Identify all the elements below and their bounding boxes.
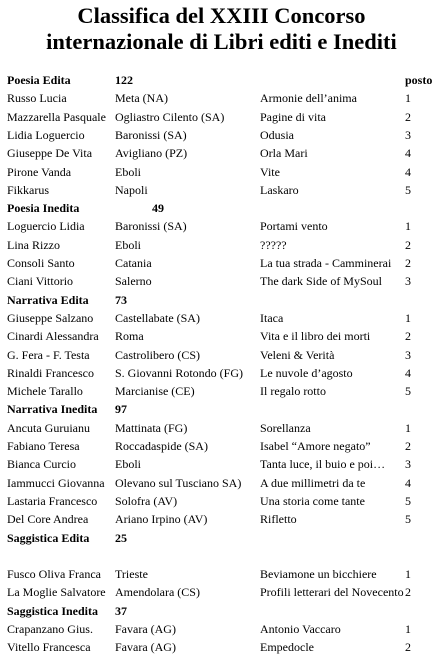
table-row bbox=[0, 364, 443, 382]
book-title: ????? bbox=[260, 237, 287, 252]
author-name: Loguercio Lidia bbox=[7, 219, 85, 234]
author-city: Ariano Irpino (AV) bbox=[115, 512, 208, 527]
rank-number: 5 bbox=[405, 512, 411, 527]
author-city: Eboli bbox=[115, 237, 141, 252]
section-count: 122 bbox=[115, 73, 133, 87]
book-title: Vita e il libro dei morti bbox=[260, 329, 371, 344]
table-row bbox=[0, 510, 443, 528]
author-name: Cinardi Alessandra bbox=[7, 329, 99, 344]
author-name: Rinaldi Francesco bbox=[7, 365, 94, 380]
rank-number: 2 bbox=[405, 329, 411, 344]
author-city: Catania bbox=[115, 256, 152, 270]
book-title: Tanta luce, il buio e poi… bbox=[260, 457, 386, 472]
rank-number: 3 bbox=[405, 347, 411, 362]
author-city: Solofra (AV) bbox=[115, 493, 178, 508]
rank-number: 1 bbox=[405, 567, 411, 582]
table-row bbox=[0, 217, 443, 235]
section-label: Narrativa Inedita bbox=[7, 402, 98, 417]
author-name: Giuseppe Salzano bbox=[7, 310, 94, 325]
book-title: Isabel “Amore negato” bbox=[260, 439, 371, 453]
rank-number: 4 bbox=[405, 365, 411, 380]
section-label: Poesia Edita bbox=[7, 73, 71, 87]
book-title: The dark Side of MySoul bbox=[260, 274, 382, 289]
section-count: 49 bbox=[152, 201, 164, 216]
author-city: Salerno bbox=[115, 274, 152, 289]
table-row bbox=[0, 492, 443, 510]
author-name: Ciani Vittorio bbox=[7, 274, 74, 289]
author-name: Del Core Andrea bbox=[7, 512, 89, 527]
author-name: Fusco Oliva Franca bbox=[7, 567, 101, 582]
rank-number: 1 bbox=[405, 310, 411, 325]
rank-number: 3 bbox=[405, 127, 411, 142]
author-name: Mazzarella Pasquale bbox=[7, 109, 106, 124]
book-title: Sorellanza bbox=[260, 420, 311, 435]
table-row bbox=[0, 272, 443, 290]
author-city: Marcianise (CE) bbox=[115, 384, 195, 399]
author-city: Roma bbox=[115, 329, 144, 344]
author-name: Michele Tarallo bbox=[7, 384, 83, 399]
author-name: Ancuta Guruianu bbox=[7, 420, 90, 435]
rank-number: 5 bbox=[405, 182, 411, 197]
book-title: Profili letterari del Novecento bbox=[260, 585, 404, 600]
author-name: La Moglie Salvatore bbox=[7, 585, 106, 600]
table-row bbox=[0, 254, 443, 272]
rank-number: 5 bbox=[405, 384, 411, 399]
section-count: 25 bbox=[115, 530, 127, 545]
book-title: Odusia bbox=[260, 127, 294, 142]
rank-number: 3 bbox=[405, 274, 411, 289]
section-header bbox=[0, 291, 443, 309]
table-row bbox=[0, 126, 443, 144]
rank-number: 4 bbox=[405, 164, 411, 179]
rank-number: 5 bbox=[405, 493, 411, 508]
section-count: 73 bbox=[115, 292, 127, 307]
rank-number: 1 bbox=[405, 420, 411, 435]
author-name: Consoli Santo bbox=[7, 256, 75, 270]
book-title: A due millimetri da te bbox=[260, 475, 366, 490]
book-title: Veleni & Verità bbox=[260, 347, 335, 362]
author-city: Trieste bbox=[115, 567, 148, 582]
section-count: 97 bbox=[115, 402, 127, 417]
author-name: Crapanzano Gius. bbox=[7, 622, 93, 636]
title-line-2: internazionale di Libri editi e Inediti bbox=[46, 29, 397, 54]
rank-number: 1 bbox=[405, 219, 411, 234]
author-city: Favara (AG) bbox=[115, 622, 176, 636]
rank-number: 2 bbox=[405, 256, 411, 270]
book-title: Orla Mari bbox=[260, 146, 308, 161]
table-row bbox=[0, 455, 443, 473]
author-name: Pirone Vanda bbox=[7, 164, 72, 179]
author-city: Eboli bbox=[115, 164, 141, 179]
table-row bbox=[0, 309, 443, 327]
author-city: Castellabate (SA) bbox=[115, 310, 200, 325]
author-name: Fikkarus bbox=[7, 182, 49, 197]
posto-label: posto bbox=[405, 73, 433, 87]
section-label: Poesia Inedita bbox=[7, 201, 80, 216]
rank-number: 1 bbox=[405, 91, 411, 106]
author-city: Amendolara (CS) bbox=[115, 585, 200, 600]
author-city: Favara (AG) bbox=[115, 640, 176, 655]
author-city: Eboli bbox=[115, 457, 141, 472]
rank-number: 2 bbox=[405, 237, 411, 252]
table-row bbox=[0, 638, 443, 656]
rank-number: 2 bbox=[405, 439, 411, 453]
book-title: Le nuvole d’agosto bbox=[260, 365, 353, 380]
author-name: Lidia Loguercio bbox=[7, 127, 85, 142]
page-title bbox=[0, 3, 443, 55]
section-header bbox=[0, 400, 443, 418]
section-header bbox=[0, 529, 443, 547]
author-name: Bianca Curcio bbox=[7, 457, 76, 472]
author-city: Ogliastro Cilento (SA) bbox=[115, 109, 225, 124]
section-label: Narrativa Edita bbox=[7, 292, 89, 307]
section-count: 37 bbox=[115, 603, 127, 618]
table-row bbox=[0, 419, 443, 437]
book-title: Empedocle bbox=[260, 640, 314, 655]
table-row bbox=[0, 437, 443, 455]
book-title: Vite bbox=[260, 164, 280, 179]
book-title: La tua strada - Camminerai bbox=[260, 256, 392, 270]
table-row bbox=[0, 547, 443, 565]
author-name: Vitello Francesca bbox=[7, 640, 91, 655]
book-title: Una storia come tante bbox=[260, 493, 365, 508]
author-city: Baronissi (SA) bbox=[115, 127, 187, 142]
author-city: Avigliano (PZ) bbox=[115, 146, 188, 161]
book-title: Itaca bbox=[260, 310, 284, 325]
author-name: Fabiano Teresa bbox=[7, 439, 80, 453]
author-city: S. Giovanni Rotondo (FG) bbox=[115, 365, 244, 380]
table-row bbox=[0, 474, 443, 492]
title-line-1: Classifica del XXIII Concorso bbox=[77, 3, 366, 28]
author-city: Meta (NA) bbox=[115, 91, 168, 106]
table-row bbox=[0, 620, 443, 638]
table-row bbox=[0, 236, 443, 254]
book-title: Il regalo rotto bbox=[260, 384, 326, 399]
author-city: Olevano sul Tusciano SA) bbox=[115, 475, 242, 490]
section-label: Saggistica Edita bbox=[7, 530, 90, 545]
section-header bbox=[0, 602, 443, 620]
table-row bbox=[0, 382, 443, 400]
table-row bbox=[0, 108, 443, 126]
table-row bbox=[0, 565, 443, 583]
book-title: Pagine di vita bbox=[260, 109, 326, 124]
author-name: Giuseppe De Vita bbox=[7, 146, 93, 161]
section-header bbox=[0, 199, 443, 217]
book-title: Beviamone un bicchiere bbox=[260, 567, 377, 582]
author-name: Lastaria Francesco bbox=[7, 493, 98, 508]
author-city: Mattinata (FG) bbox=[115, 420, 188, 435]
rank-number: 4 bbox=[405, 146, 411, 161]
table-row bbox=[0, 163, 443, 181]
author-name: Russo Lucia bbox=[7, 91, 67, 106]
author-name: Iammucci Giovanna bbox=[7, 475, 105, 490]
section-header bbox=[0, 71, 443, 89]
rank-number: 1 bbox=[405, 622, 411, 636]
book-title: Armonie dell’anima bbox=[260, 91, 357, 106]
rank-number: 2 bbox=[405, 640, 411, 655]
author-city: Castrolibero (CS) bbox=[115, 347, 200, 362]
book-title: Antonio Vaccaro bbox=[260, 622, 341, 636]
table-row bbox=[0, 346, 443, 364]
book-title: Laskaro bbox=[260, 182, 299, 197]
author-name: G. Fera - F. Testa bbox=[7, 347, 90, 362]
rank-number: 2 bbox=[405, 585, 411, 600]
author-city: Roccadaspide (SA) bbox=[115, 439, 208, 453]
table-row bbox=[0, 181, 443, 199]
rank-number: 4 bbox=[405, 475, 411, 490]
author-city: Napoli bbox=[115, 182, 148, 197]
book-title: Portami vento bbox=[260, 219, 328, 234]
table-row bbox=[0, 583, 443, 601]
rank-number: 2 bbox=[405, 109, 411, 124]
table-row bbox=[0, 327, 443, 345]
book-title: Rifletto bbox=[260, 512, 297, 527]
rank-number: 3 bbox=[405, 457, 411, 472]
author-name: Lina Rizzo bbox=[7, 237, 60, 252]
author-city: Baronissi (SA) bbox=[115, 219, 187, 234]
section-label: Saggistica Inedita bbox=[7, 603, 99, 618]
table-row bbox=[0, 89, 443, 107]
table-row bbox=[0, 144, 443, 162]
